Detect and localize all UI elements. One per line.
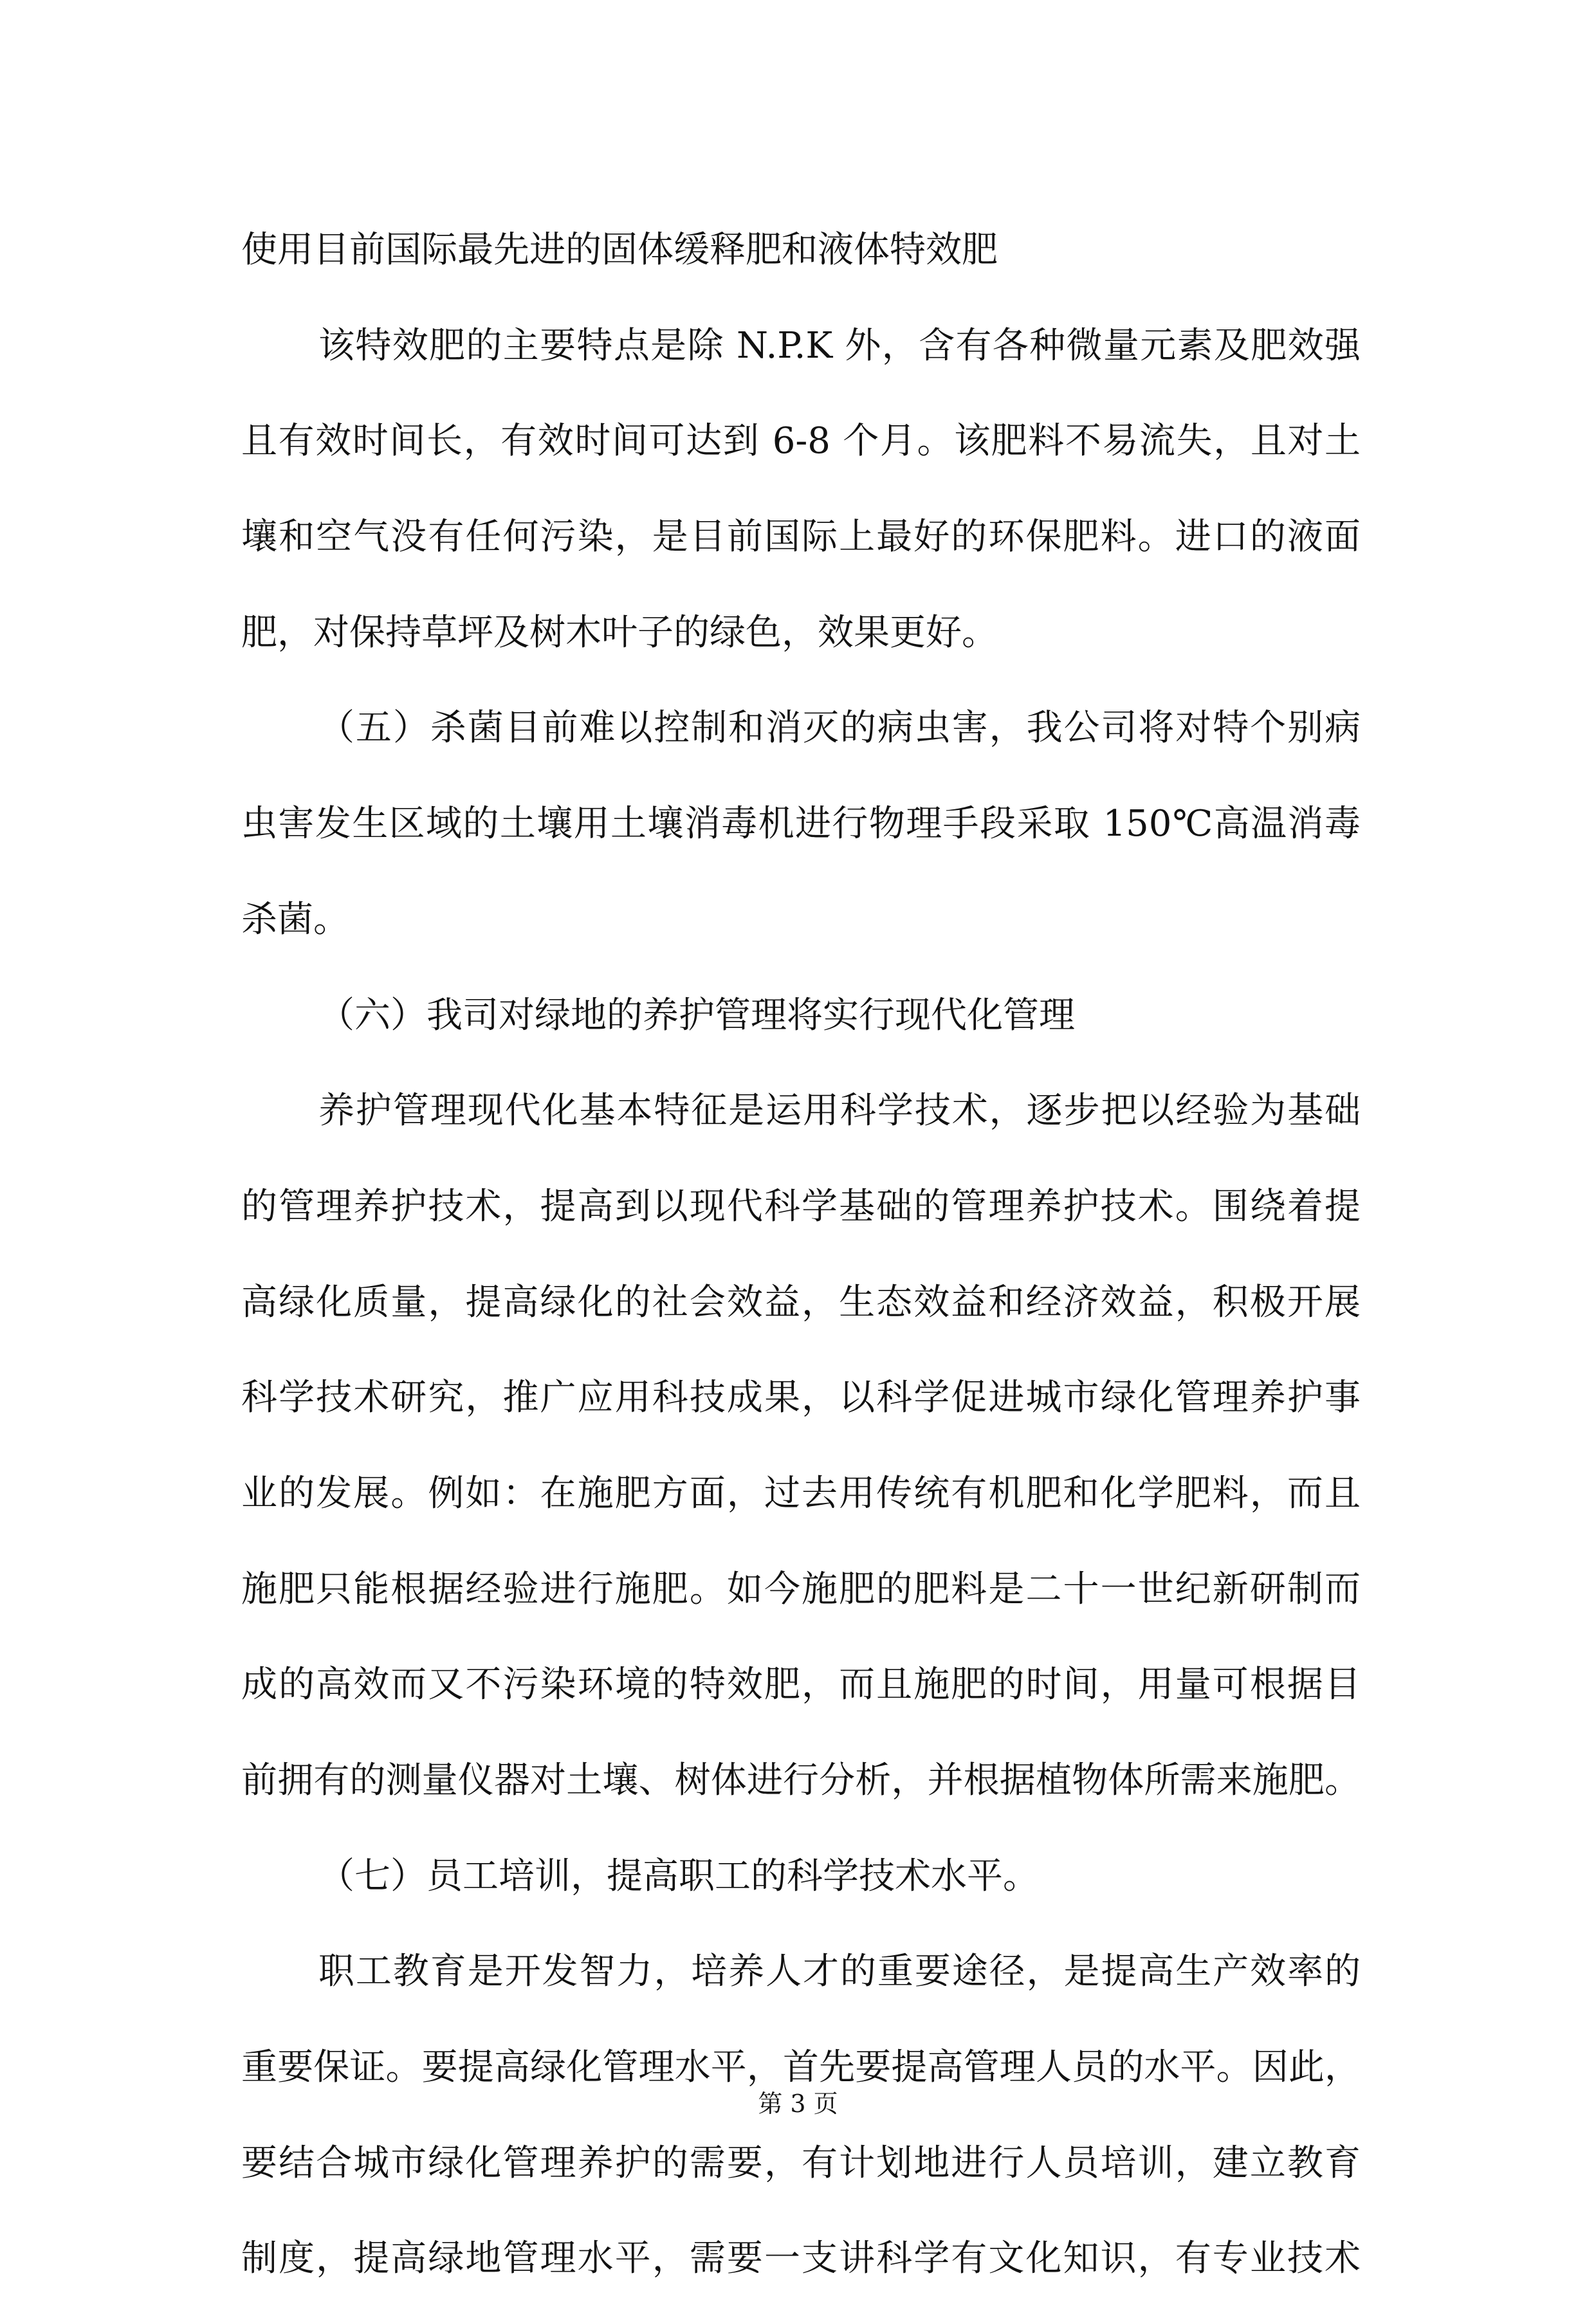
text-line: 成的高效而又不污染环境的特效肥，而且施肥的时间，用量可根据目 — [241, 1664, 1361, 1706]
text-line: 前拥有的测量仪器对土壤、树体进行分析，并根据植物体所需来施肥。 — [241, 1760, 1361, 1801]
text-line: 制度，提高绿地管理水平，需要一支讲科学有文化知识，有专业技术 — [241, 2238, 1361, 2280]
page-number: 第 3 页 — [758, 2090, 838, 2118]
section-heading-5: （五）杀菌目前难以控制和消灭的病虫害，我公司将对特个别病 — [318, 707, 1361, 749]
text-line: 杀菌。 — [241, 898, 349, 941]
text-line: 该特效肥的主要特点是除 N.P.K 外，含有各种微量元素及肥效强 — [318, 324, 1361, 367]
text-line: 肥，对保持草坪及树木叶子的绿色，效果更好。 — [241, 611, 998, 654]
section-heading-6: （六）我司对绿地的养护管理将实行现代化管理 — [318, 994, 1075, 1036]
text-line: 职工教育是开发智力，培养人才的重要途径，是提高生产效率的 — [318, 1951, 1361, 1993]
text-line: 虫害发生区域的土壤用土壤消毒机进行物理手段采取 150℃高温消毒 — [241, 803, 1361, 845]
text-line: 高绿化质量，提高绿化的社会效益，生态效益和经济效益，积极开展 — [241, 1281, 1361, 1323]
section-heading-7: （七）员工培训，提高职工的科学技术水平。 — [318, 1855, 1039, 1897]
text-line: 业的发展。例如：在施肥方面，过去用传统有机肥和化学肥料，而且 — [241, 1472, 1361, 1514]
text-line: 科学技术研究，推广应用科技成果，以科学促进城市绿化管理养护事 — [241, 1377, 1361, 1419]
text-line: 壤和空气没有任何污染，是目前国际上最好的环保肥料。进口的液面 — [241, 516, 1361, 558]
body-text — [241, 203, 1361, 2307]
text-line: 的管理养护技术，提高到以现代科学基础的管理养护技术。围绕着提 — [241, 1185, 1361, 1227]
text-line: 要结合城市绿化管理养护的需要，有计划地进行人员培训，建立教育 — [241, 2142, 1361, 2184]
text-line: 重要保证。要提高绿化管理水平，首先要提高管理人员的水平。因此， — [241, 2046, 1361, 2089]
text-line: 且有效时间长，有效时间可达到 6-8 个月。该肥料不易流失，且对土 — [241, 420, 1361, 463]
text-line: 使用目前国际最先进的固体缓释肥和液体特效肥 — [241, 229, 998, 271]
text-line: 养护管理现代化基本特征是运用科学技术，逐步把以经验为基础 — [318, 1090, 1361, 1132]
text-line: 施肥只能根据经验进行施肥。如今施肥的肥料是二十一世纪新研制而 — [241, 1568, 1361, 1610]
